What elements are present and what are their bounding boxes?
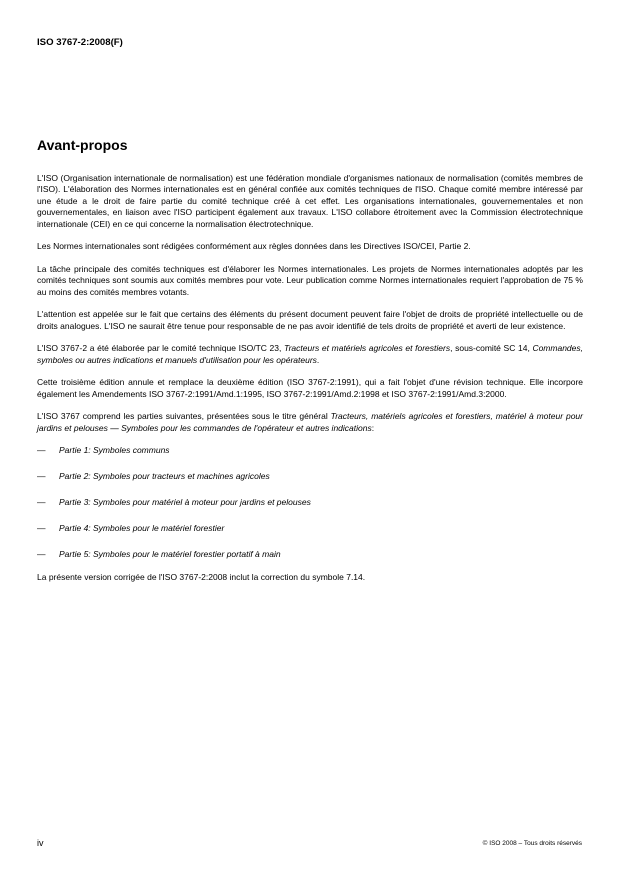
paragraph-committee xyxy=(37,343,583,366)
closing-note: La présente version corrigée de l'ISO 3767-2:2008 inclut la correction du symbole 7.14. xyxy=(37,571,366,582)
paragraph: L'ISO (Organisation internationale de normalisation) est une fédération mondiale d'organismes nationaux de normalisation (comités membres de l'ISO). L'élaboration des Normes internationales est en général confiée aux comités techniques de l'ISO. Chaque comité membre intéressé par une étude a le droit de faire partie du comité technique créé à cet effet. Les organisations internationales, gouvernementales et non gouvernementales, en liaison avec l'ISO participent également aux travaux. L'ISO collabore étroitement avec la Commission électrotechnique internationale (CEI) en ce qui concerne la normalisation électrotechnique. xyxy=(37,173,583,229)
list-item xyxy=(37,549,583,560)
paragraph-parts-intro xyxy=(37,411,583,434)
page-number: iv xyxy=(37,838,44,848)
copyright: © ISO 2008 – Tous droits réservés xyxy=(482,840,582,847)
text: L'ISO 3767 comprend les parties suivantes, présentées sous le titre général xyxy=(37,411,331,422)
section-title: Avant-propos xyxy=(37,137,128,153)
parts-list xyxy=(37,445,583,560)
part-label: Partie 5: Symboles pour le matériel forestier portatif à main xyxy=(59,549,281,560)
paragraph: Les Normes internationales sont rédigées conformément aux règles données dans les Directives ISO/CEI, Partie 2. xyxy=(37,241,471,252)
document-header: ISO 3767-2:2008(F) xyxy=(37,37,123,48)
dash: — xyxy=(37,471,46,482)
dash: — xyxy=(37,445,46,456)
committee-title: Tracteurs et matériels agricoles et forestiers xyxy=(284,343,451,354)
text: L'ISO 3767-2 a été élaborée par le comité technique ISO/TC 23, xyxy=(37,343,285,354)
paragraph: L'attention est appelée sur le fait que certains des éléments du présent document peuvent faire l'objet de droits de propriété intellectuelle ou de droits analogues. L'ISO ne saurait être tenue pour responsable de ne pas avoir identifié de tels droits de propriété et averti de leur existence. xyxy=(37,309,583,331)
dash: — xyxy=(37,497,46,508)
subcommittee-title: Commandes, symboles ou autres indications et manuels d'utilisation pour les opérateurs xyxy=(37,343,583,365)
list-item xyxy=(37,523,583,534)
part-label: Partie 2: Symboles pour tracteurs et machines agricoles xyxy=(59,471,270,482)
paragraph-edition: Cette troisième édition annule et remplace la deuxième édition (ISO 3767-2:1991), qui a fait l'objet d'une révision technique. Elle incorpore également les Amendements ISO 3767-2:1991/Amd.1:1995, ISO 3767-2:1991/Amd.2:1998 et ISO 3767-2:1991/Amd.3:2000. xyxy=(37,377,583,399)
series-title: Tracteurs, matériels agricoles et forestiers, matériel à moteur pour jardins et pelouses — Symboles pour les commandes de l'opérateur et autres indications xyxy=(37,411,583,433)
dash: — xyxy=(37,523,46,534)
foreword-body xyxy=(37,173,583,594)
part-label: Partie 3: Symboles pour matériel à moteur pour jardins et pelouses xyxy=(59,497,311,508)
list-item xyxy=(37,471,583,482)
part-label: Partie 4: Symboles pour le matériel forestier xyxy=(59,523,225,534)
list-item xyxy=(37,497,583,508)
text: . xyxy=(316,354,320,365)
text: : xyxy=(371,422,375,433)
list-item xyxy=(37,445,583,456)
text: , sous-comité SC 14, xyxy=(450,343,533,354)
paragraph: La tâche principale des comités techniques est d'élaborer les Normes internationales. Les projets de Normes internationales adoptés par les comités techniques sont soumis aux comités membres pour vote. Leur publication comme Normes internationales requiert l'approbation de 75 % au moins des comités membres votants. xyxy=(37,263,583,297)
part-label: Partie 1: Symboles communs xyxy=(59,445,170,456)
dash: — xyxy=(37,549,46,560)
